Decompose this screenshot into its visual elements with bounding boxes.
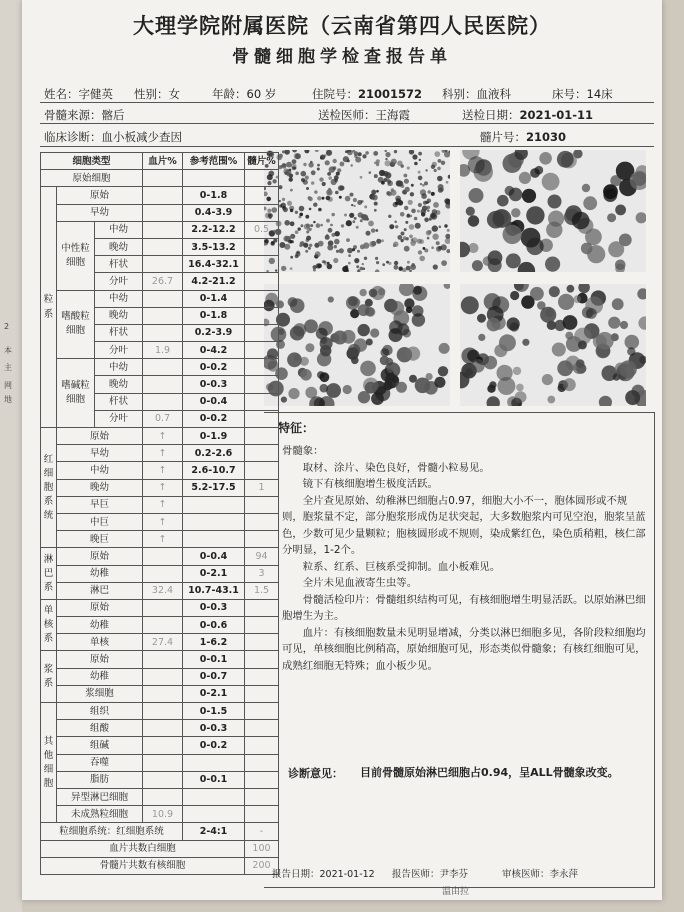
cell-count-table [40, 152, 279, 875]
marrow-value [245, 187, 279, 204]
ref-range: 0-1.8 [183, 307, 245, 324]
blood-value: ↑ [143, 428, 183, 445]
marrow-value [245, 634, 279, 651]
marrow-value [245, 651, 279, 668]
blood-value: ↑ [143, 531, 183, 548]
row-label: 原始 [57, 599, 143, 616]
micrograph-image [264, 284, 450, 406]
report-sheet [22, 0, 662, 900]
blood-value: ↑ [143, 496, 183, 513]
blood-value: 1.9 [143, 342, 183, 359]
blood-value [143, 651, 183, 668]
row-label: 原始 [57, 187, 143, 204]
row-label: 异型淋巴细胞 [57, 788, 143, 805]
marrow-value [245, 359, 279, 376]
features-title: 特征： [278, 421, 315, 435]
ref-range: 0-1.9 [183, 428, 245, 445]
blood-value: 32.4 [143, 582, 183, 599]
ref-range [183, 496, 245, 513]
row-label: 原始 [57, 548, 143, 565]
row-label: 晚幼 [95, 307, 143, 324]
hospital-title: 大理学院附属医院（云南省第四人民医院） [133, 13, 551, 38]
blood-value [143, 771, 183, 788]
marrow-value [245, 462, 279, 479]
blood-value: ↑ [143, 445, 183, 462]
marrow-value [245, 806, 279, 823]
blood-count: 100 [245, 840, 279, 857]
erythrocyte-system-label: 红细胞系统 [41, 428, 57, 548]
micrograph-image [460, 284, 646, 406]
ref-range: 0-2.1 [183, 565, 245, 582]
blood-value [143, 238, 183, 255]
ref-range: 1-6.2 [183, 634, 245, 651]
col-ref: 参考范围% [183, 153, 245, 170]
row-label: 晚幼 [57, 479, 143, 496]
row-label: 晚幼 [95, 238, 143, 255]
table-row [41, 617, 279, 634]
ref-range: 0-0.4 [183, 548, 245, 565]
blood-value [143, 737, 183, 754]
divider [40, 123, 654, 124]
ratio-marrow: - [245, 823, 279, 840]
ref-range: 0-0.2 [183, 359, 245, 376]
blood-value [143, 359, 183, 376]
blood-value: ↑ [143, 462, 183, 479]
row-label: 杆状 [95, 393, 143, 410]
ref-range [183, 513, 245, 530]
ref-range: 16.4-32.1 [183, 256, 245, 273]
marrow-value [245, 256, 279, 273]
ref-range: 0-0.1 [183, 771, 245, 788]
ref-range: 0-0.2 [183, 410, 245, 427]
table-row [41, 771, 279, 788]
bed-no: 床号：14床 [552, 87, 613, 101]
ref-range: 0.2-2.6 [183, 445, 245, 462]
row-label: 幼稚 [57, 617, 143, 634]
row-label: 早幼 [57, 204, 143, 221]
neutrophil-group-label: 中性粒细胞 [57, 221, 95, 290]
table-row [41, 479, 279, 496]
table-row [41, 204, 279, 221]
ref-range: 0-1.4 [183, 290, 245, 307]
row-label: 中幼 [95, 221, 143, 238]
row-label: 分叶 [95, 410, 143, 427]
table-row [41, 462, 279, 479]
blood-value [143, 376, 183, 393]
other-cells-label: 其他细胞 [41, 703, 57, 823]
lymphocyte-system-label: 淋巴系 [41, 548, 57, 600]
ref-range: 4.2-21.2 [183, 273, 245, 290]
table-row [41, 806, 279, 823]
diagnosis-label: 诊断意见： [288, 767, 343, 780]
blood-value [143, 703, 183, 720]
row-label: 组酸 [57, 720, 143, 737]
table-row [41, 651, 279, 668]
adjacent-page-edge [0, 0, 22, 912]
blood-value [143, 685, 183, 702]
admission-no: 住院号：21001572 [312, 87, 423, 101]
ref-range: 10.7-43.1 [183, 582, 245, 599]
row-label: 晚巨 [57, 531, 143, 548]
features-paragraph: 骨髓活检印片：骨髓组织结构可见，有核细胞增生明显活跃。以原始淋巴细胞增生为主。 [282, 593, 646, 622]
ratio-value: 2-4:1 [183, 823, 245, 840]
ref-range: 0-1.8 [183, 187, 245, 204]
marrow-value [245, 703, 279, 720]
blood-value [143, 720, 183, 737]
sending-doctor: 送检医师：王海霞 [318, 108, 410, 122]
marrow-value [245, 324, 279, 341]
row-label: 原始 [57, 651, 143, 668]
ref-range: 5.2-17.5 [183, 479, 245, 496]
marrow-value: 94 [245, 548, 279, 565]
micrograph-image [264, 150, 450, 272]
patient-age: 年龄：60 岁 [212, 87, 277, 101]
marrow-value [245, 531, 279, 548]
blood-value [143, 788, 183, 805]
blood-value [143, 204, 183, 221]
row-label: 杆状 [95, 324, 143, 341]
ref-range: 0-0.4 [183, 393, 245, 410]
ref-range: 0-0.7 [183, 668, 245, 685]
divider [40, 102, 654, 103]
marrow-value [245, 238, 279, 255]
micrograph-image [460, 150, 646, 272]
table-row [41, 513, 279, 530]
row-label: 原始 [57, 428, 143, 445]
table-row [41, 737, 279, 754]
features-paragraph: 粒系、红系、巨核系受抑制。血小板难见。 [302, 560, 501, 573]
diagnosis-opinion: 目前骨髓原始淋巴细胞占0.94，呈ALL骨髓象改变。 [360, 766, 619, 779]
blood-value [143, 668, 183, 685]
table-row [41, 359, 279, 376]
row-label: 中幼 [57, 462, 143, 479]
blood-value [143, 393, 183, 410]
marrow-value [245, 376, 279, 393]
row-label: 中幼 [95, 359, 143, 376]
blood-count-label: 血片共数白细胞 [41, 840, 245, 857]
row-label: 晚幼 [95, 376, 143, 393]
ref-range: 3.5-13.2 [183, 238, 245, 255]
col-cell-type: 细胞类型 [41, 153, 143, 170]
table-row [41, 582, 279, 599]
blood-value [143, 548, 183, 565]
marrow-value [245, 342, 279, 359]
blood-value: 10.9 [143, 806, 183, 823]
row-label: 原始细胞 [41, 170, 143, 187]
ref-range [183, 754, 245, 771]
ref-range: 0-0.3 [183, 720, 245, 737]
ref-range: 0-0.2 [183, 737, 245, 754]
table-row [41, 170, 279, 187]
blood-value: 0.7 [143, 410, 183, 427]
features-paragraph: 取材、涂片、染色良好，骨髓小粒易见。 [302, 461, 490, 474]
table-row [41, 788, 279, 805]
row-label: 吞噬 [57, 754, 143, 771]
table-row [41, 531, 279, 548]
marrow-value [245, 771, 279, 788]
table-row [41, 720, 279, 737]
reporting-doctor: 报告医师：尹李芬 [392, 869, 469, 880]
blood-value [143, 307, 183, 324]
row-label: 未成熟粒细胞 [57, 806, 143, 823]
table-row [41, 428, 279, 445]
marrow-value [245, 754, 279, 771]
ref-range [183, 531, 245, 548]
blood-value [143, 256, 183, 273]
features-paragraph: 镜下有核细胞增生极度活跃。 [302, 478, 438, 490]
ref-range: 0-0.1 [183, 651, 245, 668]
basophil-group-label: 嗜碱粒细胞 [57, 359, 95, 428]
row-label: 脂肪 [57, 771, 143, 788]
features-paragraph: 血片：有核细胞数量未见明显增减，分类以淋巴细胞多见，各阶段粒细胞均可见，单核细胞比例稍高，原始细胞可见，形态类似骨髓象；有核红细胞可见，成熟红细胞无特殊；血小板少见。 [282, 626, 646, 672]
ref-range: 0.4-3.9 [183, 204, 245, 221]
edge-char: 主 [4, 363, 12, 372]
marrow-value [245, 410, 279, 427]
patient-name: 姓名：字健英 [44, 87, 113, 101]
marrow-value [245, 668, 279, 685]
eosinophil-group-label: 嗜酸粒细胞 [57, 290, 95, 359]
ref-range: 0-4.2 [183, 342, 245, 359]
marrow-value [245, 204, 279, 221]
ref-range: 2.6-10.7 [183, 462, 245, 479]
features-body [282, 443, 648, 674]
marrow-value [245, 496, 279, 513]
blood-value [143, 565, 183, 582]
marrow-value [245, 273, 279, 290]
ref-range: 0-0.3 [183, 376, 245, 393]
edge-char: 2 [4, 322, 10, 331]
row-label: 淋巴 [57, 582, 143, 599]
table-row [41, 703, 279, 720]
table-row [41, 823, 279, 840]
report-date: 报告日期：2021-01-12 [272, 869, 375, 880]
report-title: 骨髓细胞学检查报告单 [232, 47, 452, 67]
ref-range: 0-0.6 [183, 617, 245, 634]
marrow-source: 骨髓来源：髂后 [44, 108, 125, 122]
blood-value: ↑ [143, 513, 183, 530]
marrow-value [245, 290, 279, 307]
marrow-value [245, 617, 279, 634]
ref-range: 2.2-12.2 [183, 221, 245, 238]
marrow-value [245, 428, 279, 445]
marrow-value: 1.5 [245, 582, 279, 599]
marrow-count-label: 骨髓片共数有核细胞 [41, 857, 245, 874]
table-header-row [41, 153, 279, 170]
blood-value [143, 324, 183, 341]
row-label: 中幼 [95, 290, 143, 307]
marrow-value [245, 393, 279, 410]
row-label: 早幼 [57, 445, 143, 462]
marrow-value: 0.5 [245, 221, 279, 238]
row-label: 组碱 [57, 737, 143, 754]
granulocyte-system-label: 粒系 [41, 187, 57, 428]
table-row [41, 668, 279, 685]
divider [40, 146, 654, 147]
table-row [41, 685, 279, 702]
edge-char: 网 [4, 381, 12, 390]
row-label: 单核 [57, 634, 143, 651]
table-row [41, 548, 279, 565]
blood-value [143, 290, 183, 307]
table-row [41, 754, 279, 771]
marrow-value [245, 685, 279, 702]
blood-value [143, 599, 183, 616]
row-label: 浆细胞 [57, 685, 143, 702]
sending-date: 送检日期：2021-01-11 [462, 108, 594, 122]
blood-value: 27.4 [143, 634, 183, 651]
plasma-system-label: 浆系 [41, 651, 57, 703]
ref-range [183, 788, 245, 805]
col-blood: 血片% [143, 153, 183, 170]
row-label: 中巨 [57, 513, 143, 530]
patient-sex: 性别：女 [134, 87, 180, 101]
table-row [41, 445, 279, 462]
reviewing-doctor: 审核医师：李永萍 [502, 869, 579, 880]
micrograph-panel [264, 150, 654, 406]
edge-char: 地 [4, 395, 12, 404]
department: 科别：血液科 [442, 87, 511, 101]
table-row [41, 187, 279, 204]
blood-value [143, 221, 183, 238]
edge-char: 本 [4, 346, 12, 355]
row-label: 分叶 [95, 273, 143, 290]
blood-value [143, 617, 183, 634]
marrow-value [245, 720, 279, 737]
ref-range [183, 806, 245, 823]
marrow-value [245, 445, 279, 462]
marrow-count: 200 [245, 857, 279, 874]
row-label: 幼稚 [57, 668, 143, 685]
marrow-value [245, 737, 279, 754]
features-paragraph: 全片查见原始、幼稚淋巴细胞占0.97，细胞大小不一，胞体圆形或不规则，胞浆量不定，部分胞浆形成伪足状突起，大多数胞浆内可见空泡，胞浆呈蓝色，少数可见少量颗粒；胞核圆形或不规则，染成紫红色，染色质稍粗，核仁部分明显，1-2个。 [282, 494, 646, 556]
table-row [41, 599, 279, 616]
marrow-value [245, 307, 279, 324]
blood-value [143, 187, 183, 204]
features-paragraph: 骨髓象： [282, 445, 324, 457]
ref-range: 0-2.1 [183, 685, 245, 702]
col-marrow: 髓片% [245, 153, 279, 170]
row-label: 幼稚 [57, 565, 143, 582]
features-paragraph: 全片未见血液寄生虫等。 [302, 577, 418, 589]
blood-value: 26.7 [143, 273, 183, 290]
table-row [41, 221, 279, 238]
table-row [41, 634, 279, 651]
stamp-text: 温由拉 [442, 887, 470, 897]
table-row [41, 565, 279, 582]
ratio-label: 粒细胞系统：红细胞系统 [41, 823, 183, 840]
marrow-value [245, 788, 279, 805]
ref-range: 0-0.3 [183, 599, 245, 616]
table-row [41, 840, 279, 857]
blood-value: ↑ [143, 479, 183, 496]
row-label: 杆状 [95, 256, 143, 273]
table-row [41, 857, 279, 874]
table-row [41, 290, 279, 307]
table-row [41, 496, 279, 513]
marrow-value: 3 [245, 565, 279, 582]
marrow-value [245, 513, 279, 530]
ref-range: 0.2-3.9 [183, 324, 245, 341]
marrow-value [245, 599, 279, 616]
marrow-value: 1 [245, 479, 279, 496]
row-label: 组织 [57, 703, 143, 720]
ref-range: 0-1.5 [183, 703, 245, 720]
monocyte-system-label: 单核系 [41, 599, 57, 651]
blood-value [143, 754, 183, 771]
row-label: 分叶 [95, 342, 143, 359]
clinical-diagnosis: 临床诊断：血小板减少查因 [44, 130, 182, 144]
features-section [264, 412, 655, 888]
marrow-slide-no: 髓片号：21030 [480, 130, 567, 144]
row-label: 早巨 [57, 496, 143, 513]
